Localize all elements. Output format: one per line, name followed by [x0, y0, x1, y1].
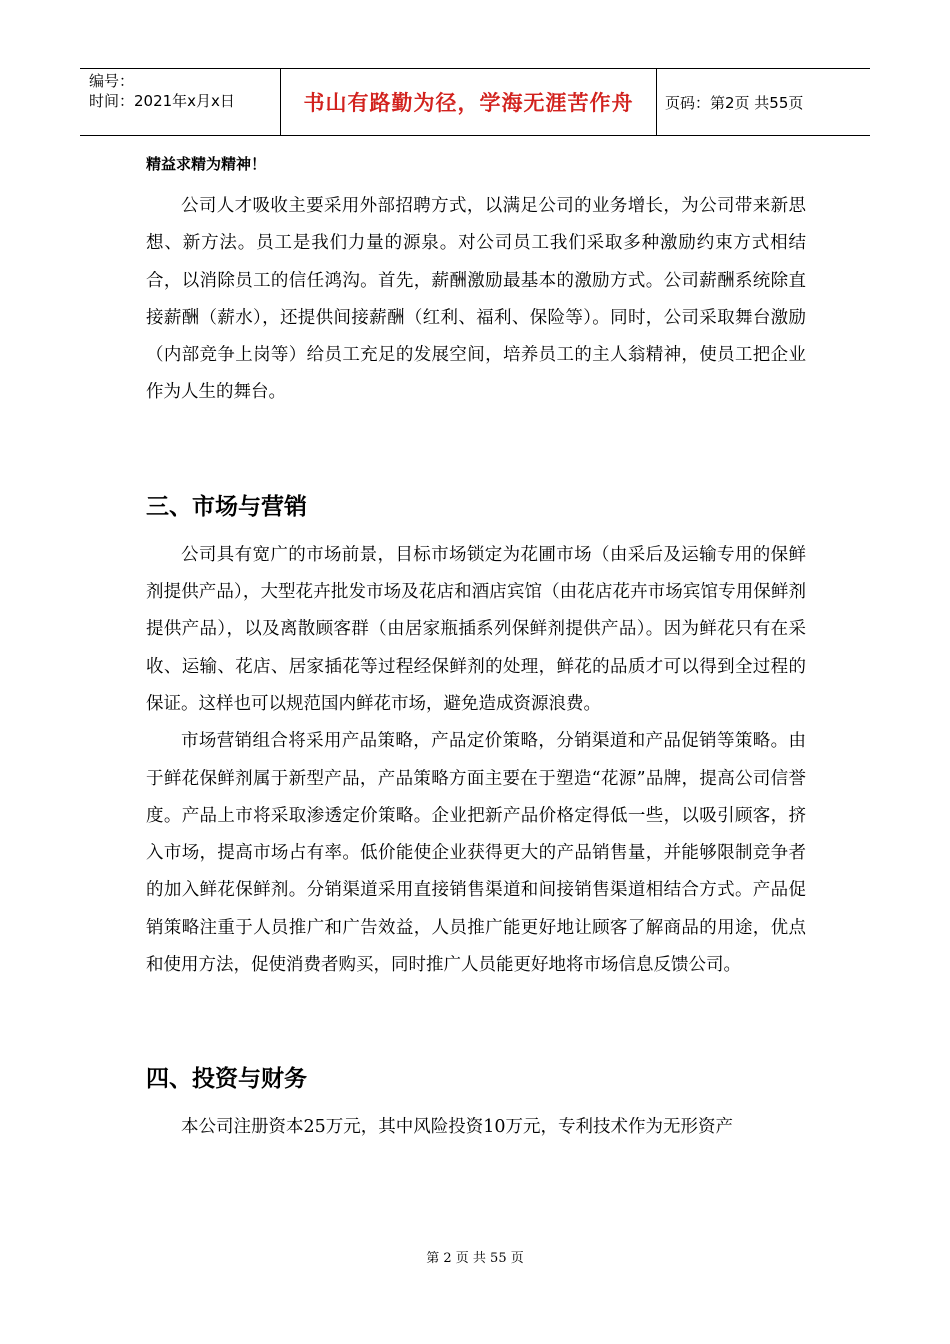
- paragraph-talent: 公司人才吸收主要采用外部招聘方式，以满足公司的业务增长，为公司带来新思想、新方法。员工是我们力量的源泉。对公司员工我们采取多种激励约束方式相结合，以消除员工的信任鸿沟。首先，薪酬激励最基本的激励方式。公司薪酬系统除直接薪酬（薪水），还提供间接薪酬（红利、福利、保险等）。同时，公司采取舞台激励（内部竞争上岗等）给员工充足的发展空间，培养员工的主人翁精神，使员工把企业作为人生的舞台。: [146, 196, 806, 403]
- page-header: [80, 68, 870, 136]
- lead-sentence: 精益求精为精神！: [146, 155, 267, 173]
- header-meta: [80, 69, 281, 135]
- time-label: 时间：2021年x月x日: [89, 92, 235, 110]
- section-heading-marketing: 三、市场与营销: [146, 493, 307, 520]
- paragraph-market-outlook: 公司具有宽广的市场前景，目标市场锁定为花圃市场（由采后及运输专用的保鲜剂提供产品），大型花卉批发市场及花店和酒店宾馆（由花店花卉市场宾馆专用保鲜剂提供产品），以及离散顾客群（由居家瓶插系列保鲜剂提供产品）。因为鲜花只有在采收、运输、花店、居家插花等过程经保鲜剂的处理，鲜花的品质才可以得到全过程的保证。这样也可以规范国内鲜花市场，避免造成资源浪费。: [146, 544, 806, 714]
- document-body: [146, 153, 806, 1147]
- header-motto: 书山有路勤为径，学海无涯苦作舟: [281, 69, 657, 135]
- paragraph-investment: 本公司注册资本25万元，其中风险投资10万元，专利技术作为无形资产: [181, 1117, 734, 1138]
- page-footer: 第 2 页 共 55 页: [426, 1251, 524, 1266]
- header-page-label: 页码：第2页 共55页: [665, 93, 804, 112]
- section-heading-finance: 四、投资与财务: [146, 1066, 307, 1093]
- number-label: 编号：: [89, 72, 135, 90]
- paragraph-marketing-mix: 市场营销组合将采用产品策略，产品定价策略，分销渠道和产品促销等策略。由于鲜花保鲜剂属于新型产品，产品策略方面主要在于塑造“花源”品牌，提高公司信誉度。产品上市将采取渗透定价策略。企业把新产品价格定得低一些，以吸引顾客，挤入市场，提高市场占有率。低价能使企业获得更大的产品销售量，并能够限制竞争者的加入鲜花保鲜剂。分销渠道采用直接销售渠道和间接销售渠道相结合方式。产品促销策略注重于人员推广和广告效益，人员推广能更好地让顾客了解商品的用途，优点和使用方法，促使消费者购买，同时推广人员能更好地将市场信息反馈公司。: [146, 731, 806, 976]
